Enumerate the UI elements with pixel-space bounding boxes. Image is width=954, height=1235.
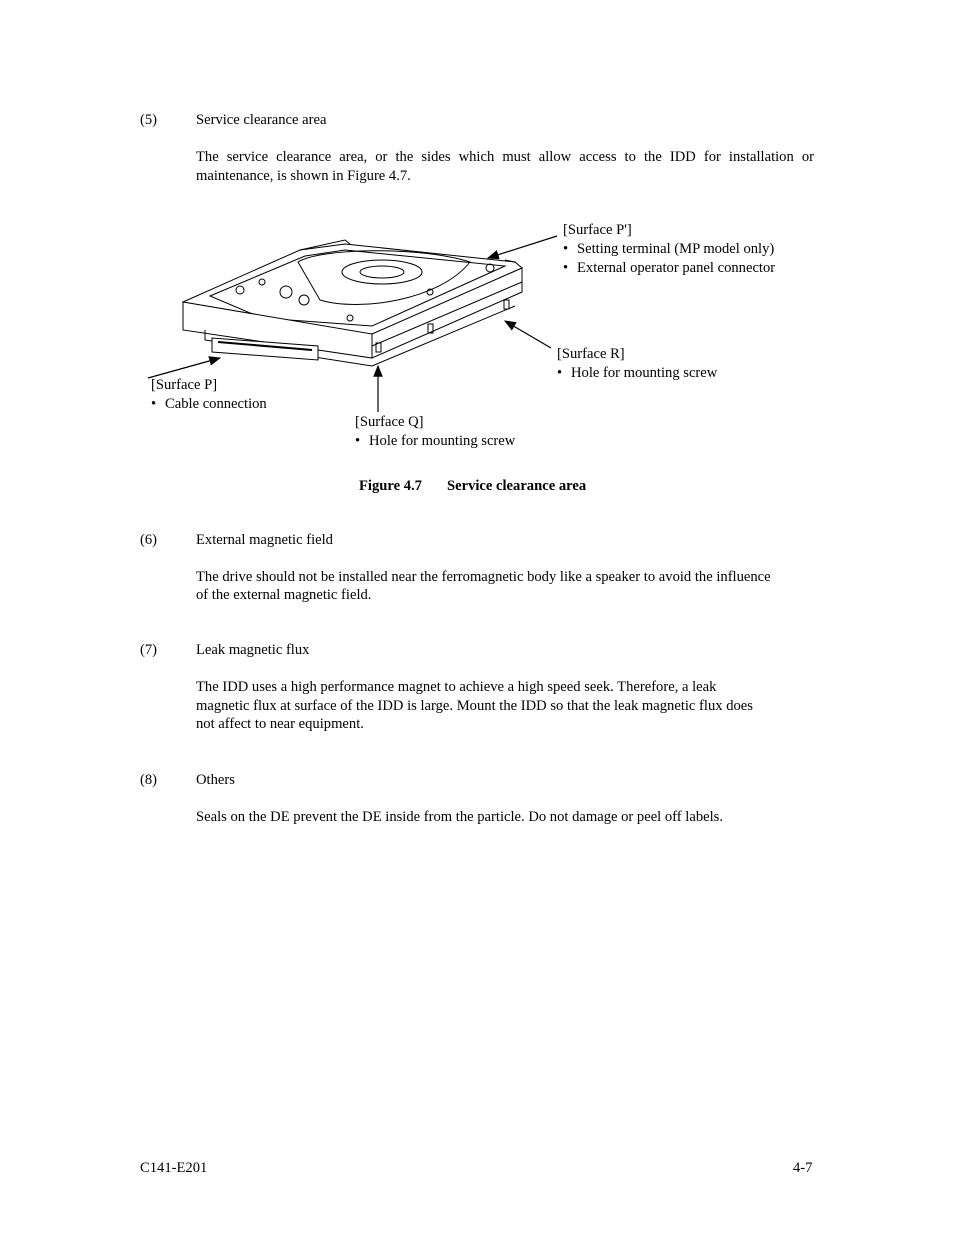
- arrow-surface-p: [148, 358, 220, 378]
- section-6-body-line-1: The drive should not be installed near the ferromagnetic body like a speaker to avoid the influence: [196, 569, 771, 585]
- arrow-surface-p-prime: [488, 236, 557, 258]
- section-7-body-line-1: The IDD uses a high performance magnet to achieve a high speed seek. Therefore, a leak: [196, 679, 717, 695]
- section-6-title: External magnetic field: [196, 532, 333, 548]
- surface-q-label: [Surface Q]: [355, 414, 424, 430]
- surface-p-prime-label: [Surface P']: [563, 222, 632, 238]
- footer-doc-id: C141-E201: [140, 1160, 208, 1176]
- section-5-title: Service clearance area: [196, 112, 327, 128]
- bullet-icon: •: [151, 396, 157, 412]
- arrow-surface-r: [505, 321, 551, 348]
- section-8-body-line-1: Seals on the DE prevent the DE inside from the particle. Do not damage or peel off labels.: [196, 809, 723, 825]
- surface-q-item-1: • Hole for mounting screw: [355, 433, 516, 449]
- section-6-number: (6): [140, 532, 158, 548]
- section-8-number: (8): [140, 772, 158, 788]
- section-7-number: (7): [140, 642, 158, 658]
- section-6-body-line-2: of the external magnetic field.: [196, 587, 372, 603]
- bullet-icon: •: [563, 260, 569, 276]
- surface-p-prime-item-1: • Setting terminal (MP model only): [563, 241, 775, 257]
- figure-caption-number: Figure 4.7: [359, 478, 422, 494]
- section-7-body-line-3: not affect to near equipment.: [196, 716, 364, 732]
- section-5-number: (5): [140, 112, 158, 128]
- section-8-title: Others: [196, 772, 235, 788]
- section-5-body: The service clearance area, or the sides which must allow access to the IDD for installation or maintenance, is shown in Figure 4.7.: [196, 149, 814, 184]
- surface-p-label: [Surface P]: [151, 377, 218, 393]
- footer-page-number: 4-7: [793, 1160, 813, 1176]
- surface-p-prime-item-2: • External operator panel connector: [563, 260, 776, 276]
- surface-r-label: [Surface R]: [557, 346, 625, 362]
- bullet-icon: •: [355, 433, 361, 449]
- bullet-icon: •: [557, 365, 563, 381]
- figure-caption-title: Service clearance area: [447, 478, 587, 494]
- section-7-body-line-2: magnetic flux at surface of the IDD is large. Mount the IDD so that the leak magnetic flux does: [196, 698, 753, 714]
- section-7-title: Leak magnetic flux: [196, 642, 310, 658]
- hard-drive-illustration: [0, 0, 954, 480]
- bullet-icon: •: [563, 241, 569, 257]
- surface-r-item-1: • Hole for mounting screw: [557, 365, 718, 381]
- surface-p-item-1: • Cable connection: [151, 396, 267, 412]
